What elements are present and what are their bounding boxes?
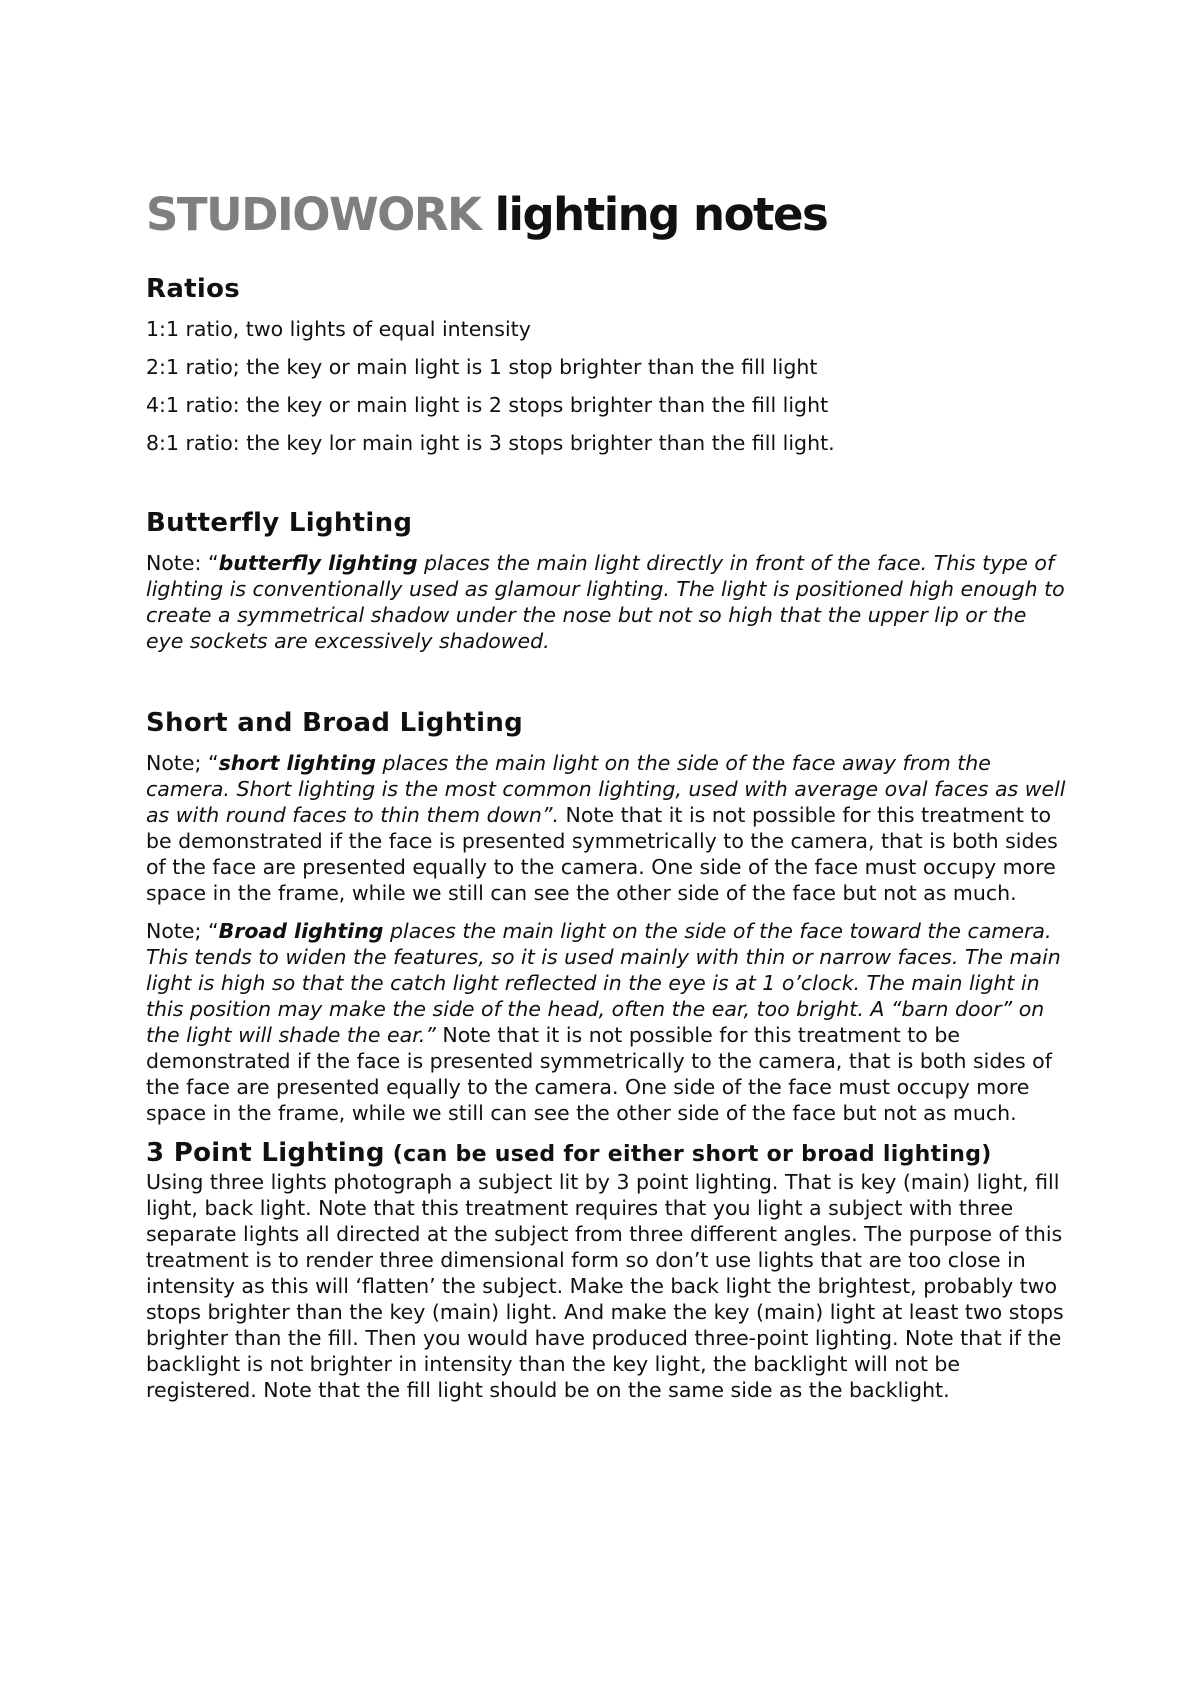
title-brand: STUDIOWORK bbox=[146, 188, 481, 241]
three-point-heading-main: 3 Point Lighting bbox=[146, 1138, 385, 1169]
broad-term: Broad lighting bbox=[218, 919, 384, 944]
ratio-line-8-1: 8:1 ratio: the key lor main ight is 3 stops brighter than the fill light. bbox=[146, 430, 835, 455]
ratios-section bbox=[146, 274, 1066, 456]
short-quote-text: places the main light on the side of the face away from the camera. Short lighting is the most common lighting, used with average oval faces as well as with round faces to thin them down”. bbox=[146, 751, 1066, 828]
broad-note-rest: Note that it is not possible for this treatment to be demonstrated if the face is presented symmetrically to the camera, that is both sides of the face are presented equally to the camera. One side of the face must occupy more space in the frame, while we still can see the other side of the face but not as much. bbox=[146, 1023, 1052, 1126]
butterfly-section bbox=[146, 508, 1066, 654]
butterfly-heading: Butterfly Lighting bbox=[146, 507, 413, 538]
ratio-line-2-1: 2:1 ratio; the key or main light is 1 stop brighter than the fill light bbox=[146, 354, 818, 379]
ratio-line-4-1: 4:1 ratio: the key or main light is 2 stops brighter than the fill light bbox=[146, 392, 829, 417]
document-page bbox=[146, 190, 1066, 1415]
broad-quote-text: places the main light on the side of the face toward the camera. This tends to widen the features, so it is used mainly with thin or narrow faces. The main light is high so that the catch light reflected in the eye is at 1 o’clock. The main light in this position may make the side of the head, often the ear, too bright. A “barn door” on the light will shade the ear.” bbox=[146, 919, 1061, 1048]
butterfly-quote-text: places the main light directly in front of the face. This type of lighting is conventionally used as glamour lighting. The light is positioned high enough to create a symmetrical shadow under the nose but not so high that the upper lip or the eye sockets are excessively shadowed. bbox=[146, 550, 1065, 653]
title-rest: lighting notes bbox=[494, 188, 828, 241]
short-broad-heading: Short and Broad Lighting bbox=[146, 707, 524, 738]
butterfly-quote bbox=[146, 551, 1065, 653]
butterfly-term: butterfly lighting bbox=[218, 550, 418, 575]
short-note-rest: Note that it is not possible for this treatment to be demonstrated if the face is presented symmetrically to the camera, that is both sides of the face are presented equally to the camera. One side of the face must occupy more space in the frame, while we still can see the other side of the face but not as much. bbox=[146, 803, 1058, 906]
three-point-section bbox=[146, 1138, 1066, 1403]
three-point-heading-sub: (can be used for either short or broad lighting) bbox=[384, 1142, 992, 1168]
short-broad-section bbox=[146, 708, 1066, 1126]
short-term: short lighting bbox=[218, 751, 376, 776]
butterfly-note-prefix: Note: “ bbox=[146, 550, 219, 575]
three-point-body: Using three lights photograph a subject lit by 3 point lighting. That is key (main) light, fill light, back light. Note that this treatment requires that you light a subject with three separate lights all directed at the subject from three different angles. The purpose of this treatment is to render three dimensional form so don’t use lights that are too close in intensity as this will ‘flatten’ the subject. Make the back light the brightest, probably two stops brighter than the key (main) light. And make the key (main) light at least two stops brighter than the fill. Then you would have produced three-point lighting. Note that if the backlight is not brighter in intensity than the key light, the backlight will not be registered. Note that the fill light should be on the same side as the backlight. bbox=[146, 1170, 1064, 1403]
document-title bbox=[146, 190, 1066, 240]
butterfly-note bbox=[146, 550, 1066, 654]
three-point-heading bbox=[146, 1138, 1066, 1169]
short-note-prefix: Note; “ bbox=[146, 751, 219, 776]
short-lighting-note bbox=[146, 750, 1066, 906]
broad-lighting-note bbox=[146, 918, 1066, 1126]
ratios-heading: Ratios bbox=[146, 273, 241, 304]
broad-note-prefix: Note; “ bbox=[146, 919, 219, 944]
ratio-line-1-1: 1:1 ratio, two lights of equal intensity bbox=[146, 316, 531, 341]
